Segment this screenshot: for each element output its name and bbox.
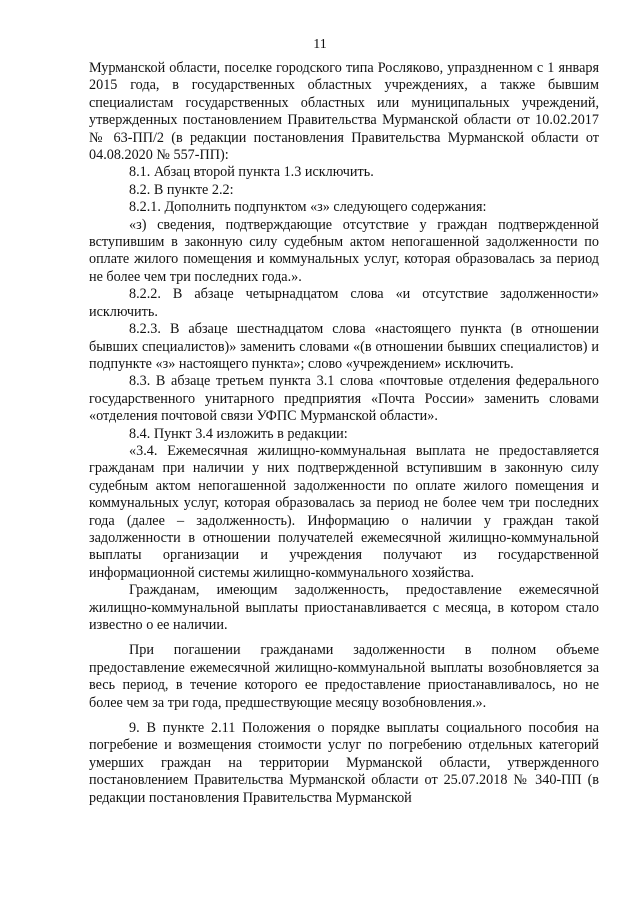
paragraph-8-4: 8.4. Пункт 3.4 изложить в редакции: xyxy=(129,425,348,442)
paragraph-8-2-2: 8.2.2. В абзаце четырнадцатом слова «и отсутствие задолженности» исключить. xyxy=(89,286,599,320)
document-body xyxy=(89,60,599,807)
paragraph-9: 9. В пункте 2.11 Положения о порядке выплаты социального пособия на погребение и возмещения стоимости услуг по погребению отдельных категорий умерших граждан на территории Мурманской области, утвержденного постановлением Правительства Мурманской области от 25.07.2018 № 340-ПП (в редакции постановления Правительства Мурманской xyxy=(89,720,599,806)
paragraph-8-3: 8.3. В абзаце третьем пункта 3.1 слова «почтовые отделения федерального государственного унитарного предприятия «Почта России» заменить словами «отделения почтовой связи УФПС Мурманской области». xyxy=(89,373,599,425)
paragraph-3-4: «3.4. Ежемесячная жилищно-коммунальная выплата не предоставляется гражданам при наличии у них подтвержденной вступившим в законную силу судебным актом непогашенной задолженности по оплате жилого помещения и коммунальных услуг, которая образовалась за период не более чем три последних года (далее – задолженность). Информацию о наличии у граждан такой задолженности в отношении получателей ежемесячной жилищно-коммунальной выплаты организации и учреждения получают из государственной информационной системы жилищно-коммунального хозяйства. xyxy=(89,442,599,581)
paragraph-suspension: Гражданам, имеющим задолженность, предоставление ежемесячной жилищно-коммунальной выплаты приостанавливается с месяца, в котором стало известно о ее наличии. xyxy=(89,582,599,633)
paragraph-intro: Мурманской области, поселке городского типа Росляково, упраздненном с 1 января 2015 года, в государственных областных учреждениях, а также бывшим специалистам государственных областных или муниципальных учреждений, утвержденных постановлением Правительства Мурманской области от 10.02.2017 № 63-ПП/2 (в редакции постановления Правительства Мурманской области от 04.08.2020 № 557-ПП): xyxy=(89,60,599,164)
paragraph-8-2-3: 8.2.3. В абзаце шестнадцатом слова «настоящего пункта (в отношении бывших специалистов)» заменить словами «(в отношении бывших специалистов) и подпункте «з» настоящего пункта»; слово «учреждением» исключить. xyxy=(89,321,599,372)
paragraph-8-2: 8.2. В пункте 2.2: xyxy=(129,181,234,198)
paragraph-8-2-1: 8.2.1. Дополнить подпунктом «з» следующего содержания: xyxy=(129,199,487,216)
paragraph-8-2-1-z: «з) сведения, подтверждающие отсутствие у граждан подтвержденной вступившим в законную силу судебным актом непогашенной задолженности по оплате жилого помещения и коммунальных услуг, которая образовалась за период не более чем три последних года.». xyxy=(89,216,599,285)
page-number: 11 xyxy=(313,37,327,52)
paragraph-8-1: 8.1. Абзац второй пункта 1.3 исключить. xyxy=(129,164,374,181)
paragraph-resumption: При погашении гражданами задолженности в полном объеме предоставление ежемесячной жилищно-коммунальной выплаты возобновляется за весь период, в течение которого ее предоставление приостанавливалось, но не более чем за три года, предшествующие месяцу возобновления.». xyxy=(89,642,599,711)
